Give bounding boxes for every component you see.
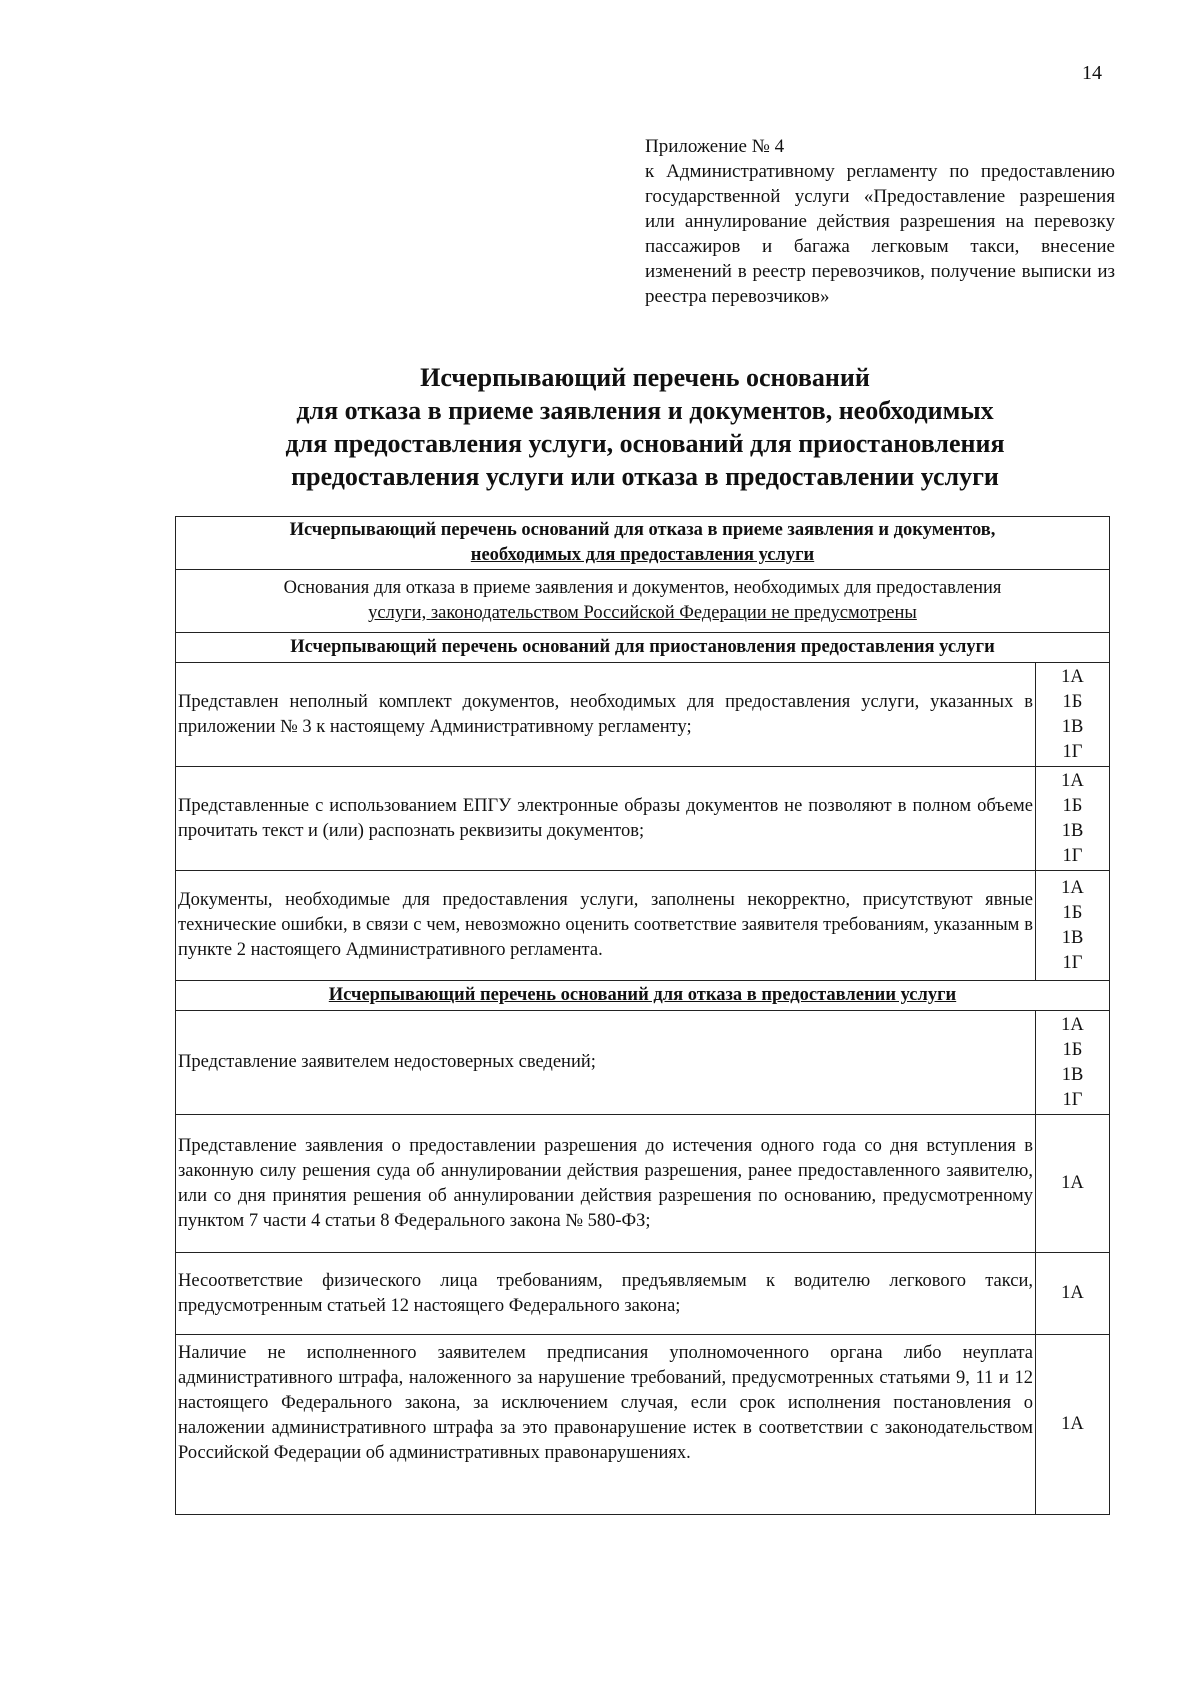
code: 1А [1061,666,1084,687]
table-row [176,663,1110,767]
section-header-service-refusal: Исчерпывающий перечень оснований для отказа в предоставлении услуги [176,981,1110,1011]
title-line: предоставления услуги или отказа в предоставлении услуги [291,462,999,491]
ground-text: Представленные с использованием ЕПГУ электронные образы документов не позволяют в полном объеме прочитать текст и (или) распознать реквизиты документов; [176,767,1036,871]
ground-text: Представление заявления о предоставлении разрешения до истечения одного года со дня вступления в законную силу решения суда об аннулировании действия разрешения, ранее предоставленного заявителю, или со дня принятия решения об аннулировании действия разрешения по основанию, предусмотренному пунктом 7 части 4 статьи 8 Федерального закона № 580-ФЗ; [176,1115,1036,1253]
ground-text: Представление заявителем недостоверных сведений; [176,1011,1036,1115]
code: 1В [1061,820,1084,841]
section-header-line: необходимых для предоставления услуги [470,545,815,565]
table-row [176,1011,1110,1115]
section-header-suspension: Исчерпывающий перечень оснований для приостановления предоставления услуги [176,633,1110,663]
table-row [176,1115,1110,1253]
table-row [176,517,1110,570]
reception-refusal-note [176,570,1110,633]
ground-text: Документы, необходимые для предоставления услуги, заполнены некорректно, присутствуют явные технические ошибки, в связи с чем, невозможно оценить соответствие заявителя требованиям, указанным в пункте 2 настоящего Административного регламента. [176,871,1036,981]
ground-text: Наличие не исполненного заявителем предписания уполномоченного органа либо неуплата административного штрафа, наложенного за нарушение требований, предусмотренных статьями 9, 11 и 12 настоящего Федерального закона, за исключением случая, если срок исполнения постановления о наложении административного штрафа за это правонарушение истек в соответствии с законодательством Российской Федерации об административных правонарушениях. [176,1335,1036,1515]
ground-codes [1035,767,1109,871]
appendix-header [645,134,1115,309]
code: 1В [1061,1064,1084,1085]
code: 1А [1061,1173,1084,1193]
code: 1Б [1062,1039,1083,1060]
ground-text: Представлен неполный комплект документов, необходимых для предоставления услуги, указанных в приложении № 3 к настоящему Административному регламенту; [176,663,1036,767]
code: 1Г [1062,741,1083,762]
document-title [180,361,1110,493]
code: 1Г [1062,1089,1083,1110]
code: 1А [1061,1014,1084,1035]
code: 1Б [1062,795,1083,816]
section-header-reception-refusal [176,517,1110,570]
table-row [176,871,1110,981]
ground-codes [1035,663,1109,767]
section-header-line: Исчерпывающий перечень оснований для отказа в приеме заявления и документов, [289,520,996,540]
title-line: для предоставления услуги, оснований для приостановления [285,429,1005,458]
title-line: для отказа в приеме заявления и документов, необходимых [296,396,994,425]
table-row [176,1253,1110,1335]
code: 1Г [1062,845,1083,866]
code: 1А [1061,770,1084,791]
code: 1Б [1062,691,1083,712]
appendix-title: Приложение № 4 [645,136,785,157]
ground-codes [1035,871,1109,981]
table-row [176,981,1110,1011]
code: 1А [1061,1414,1084,1434]
appendix-basis: к Административному регламенту по предоставлению государственной услуги «Предоставление разрешения или аннулирование действия разрешения на перевозку пассажиров и багажа легковым такси, внесение изменений в реестр перевозчиков, получение выписки из реестра перевозчиков» [645,161,1115,307]
ground-codes [1035,1011,1109,1115]
ground-codes [1035,1115,1109,1253]
code: 1А [1061,1283,1084,1303]
table-row [176,1335,1110,1515]
table-row [176,570,1110,633]
table-row [176,633,1110,663]
table-row [176,767,1110,871]
ground-codes [1035,1253,1109,1335]
code: 1А [1061,877,1084,898]
code: 1Г [1062,952,1083,973]
note-line: услуги, законодательством Российской Федерации не предусмотрены [368,603,917,623]
grounds-table [175,516,1110,1515]
note-line: Основания для отказа в приеме заявления и документов, необходимых для предоставления [283,578,1002,598]
code: 1Б [1062,902,1083,923]
code: 1В [1061,927,1084,948]
title-line: Исчерпывающий перечень оснований [420,363,870,392]
code: 1В [1061,716,1084,737]
ground-codes [1035,1335,1109,1515]
page-number: 14 [1082,62,1102,84]
ground-text: Несоответствие физического лица требованиям, предъявляемым к водителю легкового такси, предусмотренным статьей 12 настоящего Федерального закона; [176,1253,1036,1335]
